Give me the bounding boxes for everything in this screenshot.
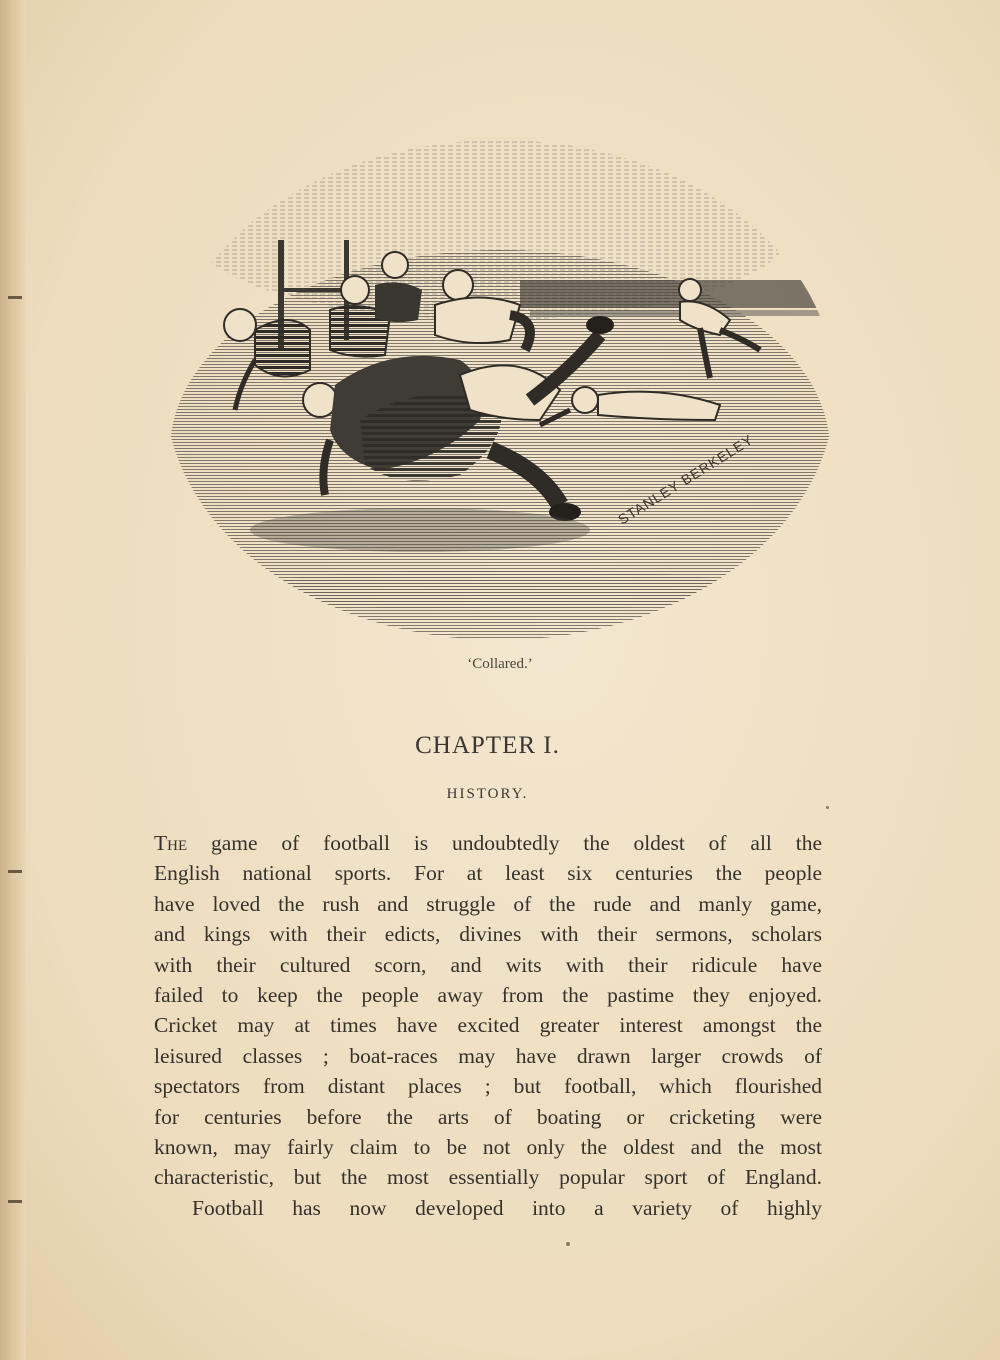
lead-word: The (154, 831, 188, 855)
body-text (154, 828, 822, 1223)
crowd-band (520, 280, 820, 308)
binding-stitch (8, 1200, 22, 1203)
binding-stitch (8, 870, 22, 873)
binding-stitch (8, 296, 22, 299)
text-line: English national sports. For at least six centuries the people (154, 861, 822, 886)
text-line: with their cultured scorn, and wits with their ridicule have (154, 952, 822, 977)
text-line: leisured classes ; boat-races may have drawn larger crowds of (154, 1043, 822, 1068)
artist-signature: STANLEY BERKELEY (615, 431, 757, 528)
illustration-caption: ‘Collared.’ (467, 656, 533, 672)
text-line: and kings with their edicts, divines with their sermons, scholars (154, 922, 822, 947)
paper-speck (566, 1242, 570, 1246)
text-line: The game of football is undoubtedly the oldest of all the (154, 831, 822, 855)
text-line: characteristic, but the most essentially popular sport of England. (154, 1165, 822, 1190)
rugby-engraving-illustration (160, 120, 840, 660)
paper-speck (826, 806, 829, 809)
chapter-subtitle: HISTORY. (446, 786, 529, 802)
text-line: spectators from distant places ; but football, which flourished (154, 1074, 822, 1099)
text-line: Football has now developed into a variety of highly (192, 1195, 822, 1220)
chapter-title: CHAPTER I. (415, 732, 560, 759)
text-line: for centuries before the arts of boating or cricketing were (154, 1104, 822, 1129)
book-gutter (0, 0, 26, 1360)
text-line: failed to keep the people away from the pastime they enjoyed. (154, 983, 822, 1008)
goal-crossbar (278, 288, 348, 292)
text-line: known, may fairly claim to be not only the oldest and the most (154, 1135, 822, 1160)
text-line: have loved the rush and struggle of the rude and manly game, (154, 891, 822, 916)
text-line: Cricket may at times have excited greater interest amongst the (154, 1013, 822, 1038)
